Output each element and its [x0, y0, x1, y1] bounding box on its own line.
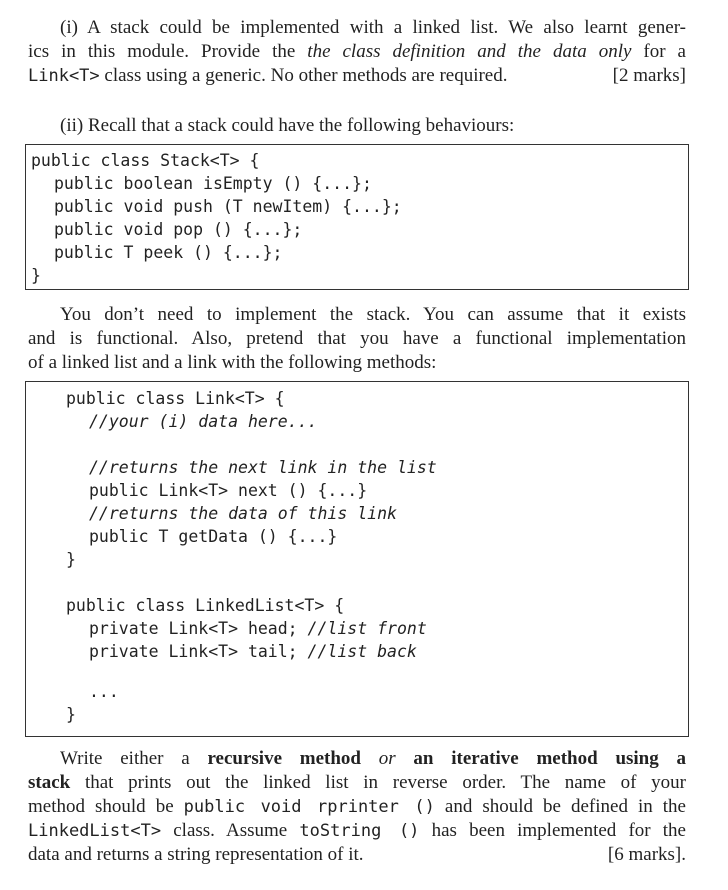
- final-bold: stack: [28, 772, 71, 793]
- code-line: public class Link<T> {: [66, 389, 285, 408]
- code-comment: //your (i) data here...: [89, 412, 318, 431]
- stack-code-box: [25, 144, 689, 290]
- final-text: class. Assume: [161, 820, 300, 841]
- code-text: private Link<T> head;: [89, 619, 298, 638]
- final-bold: an iterative method using a: [413, 748, 686, 769]
- code-line: public Link<T> next () {...}: [89, 481, 368, 500]
- code-ellipsis: ...: [89, 682, 119, 701]
- part-ii-intro: [28, 114, 686, 138]
- middle-line-1: You don’t need to implement the stack. You can assume that it exists: [60, 304, 686, 325]
- part-i-marks: [2 marks]: [612, 65, 686, 86]
- code-comment: //returns the next link in the list: [89, 458, 437, 477]
- middle-line-2: and is functional. Also, pretend that you have a functional implementation: [28, 328, 686, 349]
- code-line: }: [31, 266, 41, 285]
- middle-line-3: of a linked list and a link with the following methods:: [28, 352, 437, 373]
- code-comment: //list back: [297, 642, 417, 661]
- part-i-line-1: (i) A stack could be implemented with a linked list. We also learnt gener-: [60, 17, 686, 38]
- code-line: public class Stack<T> {: [31, 151, 260, 170]
- code-comment: //returns the data of this link: [89, 504, 397, 523]
- code-line: public T getData () {...}: [89, 527, 338, 546]
- part-i-emphasis: the class definition and the data only: [307, 41, 632, 62]
- method-signature: public void rprinter (): [183, 797, 435, 817]
- code-line: public boolean isEmpty () {...};: [54, 174, 372, 193]
- final-text: method should be: [28, 796, 184, 817]
- final-text: that prints out the linked list in reverse order. The name of your: [70, 772, 686, 793]
- code-line: public class LinkedList<T> {: [66, 596, 345, 615]
- final-paragraph: [28, 747, 686, 867]
- code-comment: //list front: [297, 619, 427, 638]
- middle-paragraph: [28, 303, 686, 375]
- part-i-text: for a: [631, 41, 686, 62]
- final-text: data and returns a string representation of it.: [28, 844, 364, 865]
- part-i-text: class using a generic. No other methods are required.: [99, 65, 508, 86]
- final-text: has been implemented for the: [419, 820, 686, 841]
- final-emphasis: or: [360, 748, 414, 769]
- part-ii-intro-text: (ii) Recall that a stack could have the following behaviours:: [60, 115, 515, 136]
- final-line-1: [28, 747, 686, 771]
- part-i-text: ics in this module. Provide the: [28, 41, 308, 62]
- final-text: Write either a: [60, 748, 208, 769]
- code-text: private Link<T> tail;: [89, 642, 298, 661]
- final-line-5: [28, 843, 686, 867]
- code-line: }: [66, 550, 76, 569]
- final-line-4: [28, 819, 686, 843]
- part-i-paragraph: [28, 16, 686, 88]
- final-line-3: [28, 795, 686, 819]
- linkedlist-class-name: LinkedList<T>: [28, 821, 162, 841]
- tostring-method: toString (): [299, 821, 420, 841]
- final-bold: recursive method: [207, 748, 361, 769]
- part-i-line-2: [28, 40, 686, 64]
- link-code-box: [25, 381, 689, 737]
- part-i-line-3: [28, 64, 686, 88]
- code-line: [89, 617, 427, 640]
- final-marks: [6 marks].: [607, 844, 686, 865]
- link-class-name: Link<T>: [28, 66, 100, 86]
- code-line: public void pop () {...};: [54, 220, 303, 239]
- code-line: public void push (T newItem) {...};: [54, 197, 402, 216]
- code-line: [89, 640, 417, 663]
- code-line: }: [66, 705, 76, 724]
- final-line-2: [28, 771, 686, 795]
- final-text: and should be defined in the: [434, 796, 686, 817]
- code-line: public T peek () {...};: [54, 243, 283, 262]
